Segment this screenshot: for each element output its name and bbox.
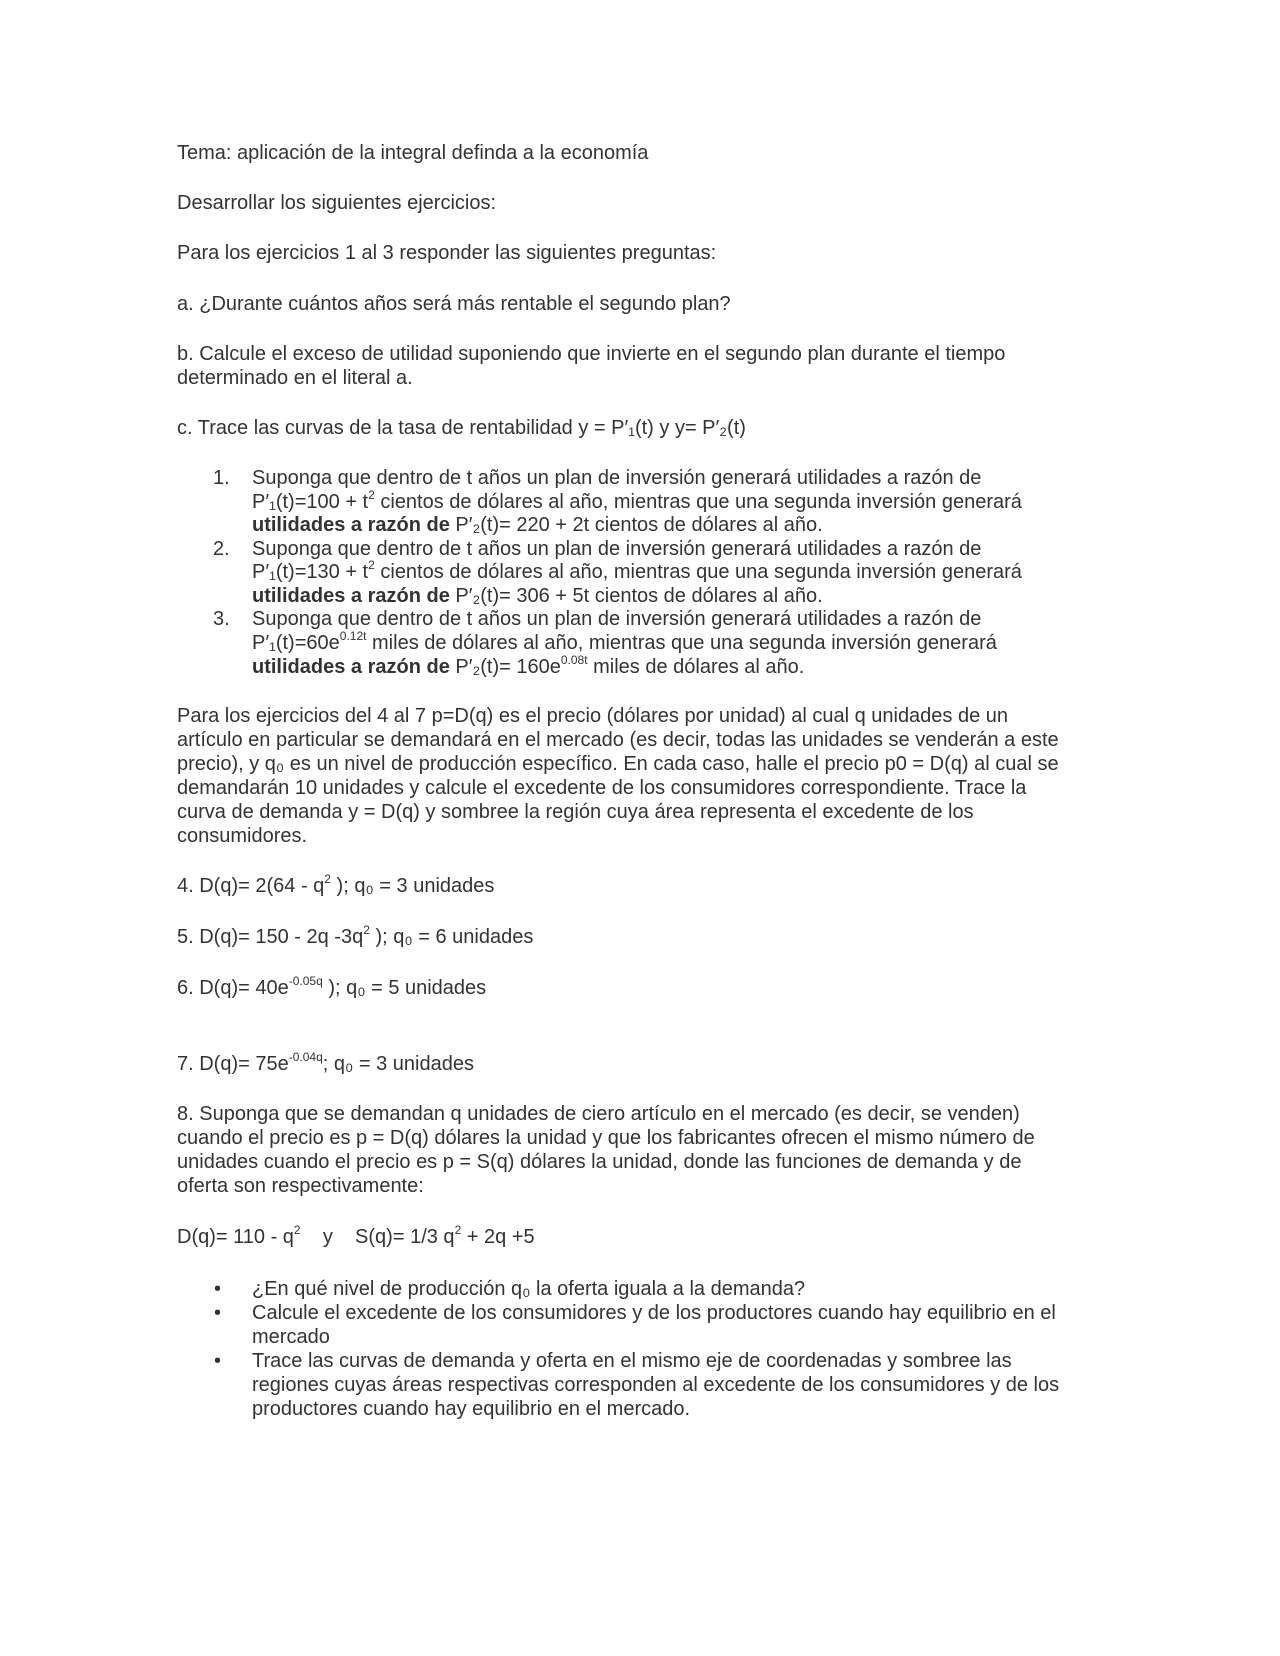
paragraph-4-7-line2: artículo en particular se demandará en el mercado (es decir, todas las unidades se venderán a este	[177, 729, 1059, 751]
paragraph-4-7-line4: demandarán 10 unidades y calcule el excedente de los consumidores correspondiente. Trace la	[177, 777, 1027, 799]
exercise-2-line3: utilidades a razón de P′₂(t)= 306 + 5t cientos de dólares al año.	[252, 585, 823, 607]
bullet-3-line3: productores cuando hay equilibrio en el mercado.	[252, 1398, 691, 1420]
exercise-8-equations: $D(q)= 110 - q^2$ y S(q)= 1/3 $q^2 + 2q +5$	[177, 1223, 535, 1248]
bullet-marker: •	[214, 1278, 222, 1300]
exercise-3-line1: Suponga que dentro de t años un plan de inversión generará utilidades a razón de	[252, 608, 982, 630]
question-a: a. ¿Durante cuántos años será más rentable el segundo plan?	[177, 293, 731, 315]
paragraph-4-7-line3: precio), y q₀ es un nivel de producción específico. En cada caso, halle el precio p0 = D(q) al cual se	[177, 753, 1059, 775]
exercise-5: 5. D(q)= 150 - 2q $-3q^2$ ); q₀ = 6 unidades	[177, 923, 534, 948]
exercise-3-line2: $P'_1(t)=60e^{0.12t}$ miles de dólares al año, mientras que una segunda inversión generará	[252, 629, 997, 654]
intro-text: Desarrollar los siguientes ejercicios:	[177, 192, 497, 214]
exercise-1-line1: Suponga que dentro de t años un plan de inversión generará utilidades a razón de	[252, 467, 982, 489]
exercise-2-line2: $P'_1(t)=130 + t^2$ cientos de dólares al año, mientras que una segunda inversión generará	[252, 558, 1022, 583]
exercise-1-line2: $P'_1(t)=100 + t^2$ cientos de dólares al año, mientras que una segunda inversión generará	[252, 488, 1022, 513]
bullet-marker: •	[214, 1302, 222, 1324]
bullet-marker: •	[214, 1350, 222, 1372]
exercise-1-line3: utilidades a razón de P′₂(t)= 220 + 2t cientos de dólares al año.	[252, 514, 823, 536]
bullet-3-line1: Trace las curvas de demanda y oferta en el mismo eje de coordenadas y sombree las	[252, 1350, 1012, 1372]
question-b-line1: b. Calcule el exceso de utilidad suponiendo que invierte en el segundo plan durante el tiempo	[177, 343, 1006, 365]
exercise-3-line3: utilidades a razón de $P'_2(t)= 160e^{0.08t}$ miles de dólares al año.	[252, 653, 805, 678]
exercise-4: 4. $D(q)= 2(64 - q^2$ ); q₀ = 3 unidades	[177, 872, 495, 897]
exercise-3-number: 3.	[213, 608, 230, 630]
exercise-6: 6. $D(q)= 40e^{-0.05q}$ ); q₀ = 5 unidades	[177, 974, 487, 999]
doc-title: Tema: aplicación de la integral definda a la economía	[177, 142, 649, 164]
exercise-8-line3: unidades cuando el precio es p = S(q) dólares la unidad, donde las funciones de demanda y de	[177, 1151, 1022, 1173]
bullet-3-line2: regiones cuyas áreas respectivas corresponden al excedente de los consumidores y de los	[252, 1374, 1060, 1396]
exercise-8-line2: cuando el precio es p = D(q) dólares la unidad y que los fabricantes ofrecen el mismo número de	[177, 1127, 1035, 1149]
exercise-2-line1: Suponga que dentro de t años un plan de inversión generará utilidades a razón de	[252, 538, 982, 560]
exercises-1-3-intro: Para los ejercicios 1 al 3 responder las siguientes preguntas:	[177, 242, 717, 264]
exercise-8-line4: oferta son respectivamente:	[177, 1175, 424, 1197]
paragraph-4-7-line6: consumidores.	[177, 825, 308, 847]
exercise-1-number: 1.	[213, 467, 230, 489]
bullet-2-line1: Calcule el excedente de los consumidores y de los productores cuando hay equilibrio en el	[252, 1302, 1056, 1324]
exercise-2-number: 2.	[213, 538, 230, 560]
bullet-1: ¿En qué nivel de producción q₀ la oferta iguala a la demanda?	[252, 1278, 806, 1300]
question-b-line2: determinado en el literal a.	[177, 367, 413, 389]
paragraph-4-7-line1: Para los ejercicios del 4 al 7 p=D(q) es el precio (dólares por unidad) al cual q unidades de un	[177, 705, 1009, 727]
question-c: c. Trace las curvas de la tasa de rentabilidad y = P′₁(t) y y= P′₂(t)	[177, 417, 746, 439]
exercise-7: 7. $D(q)= 75e^{-0.04q}$; q₀ = 3 unidades	[177, 1050, 474, 1075]
paragraph-4-7-line5: curva de demanda y = D(q) y sombree la región cuya área representa el excedente de los	[177, 801, 974, 823]
exercise-8-line1: 8. Suponga que se demandan q unidades de ciero artículo en el mercado (es decir, se venden)	[177, 1103, 1020, 1125]
bullet-2-line2: mercado	[252, 1326, 330, 1348]
